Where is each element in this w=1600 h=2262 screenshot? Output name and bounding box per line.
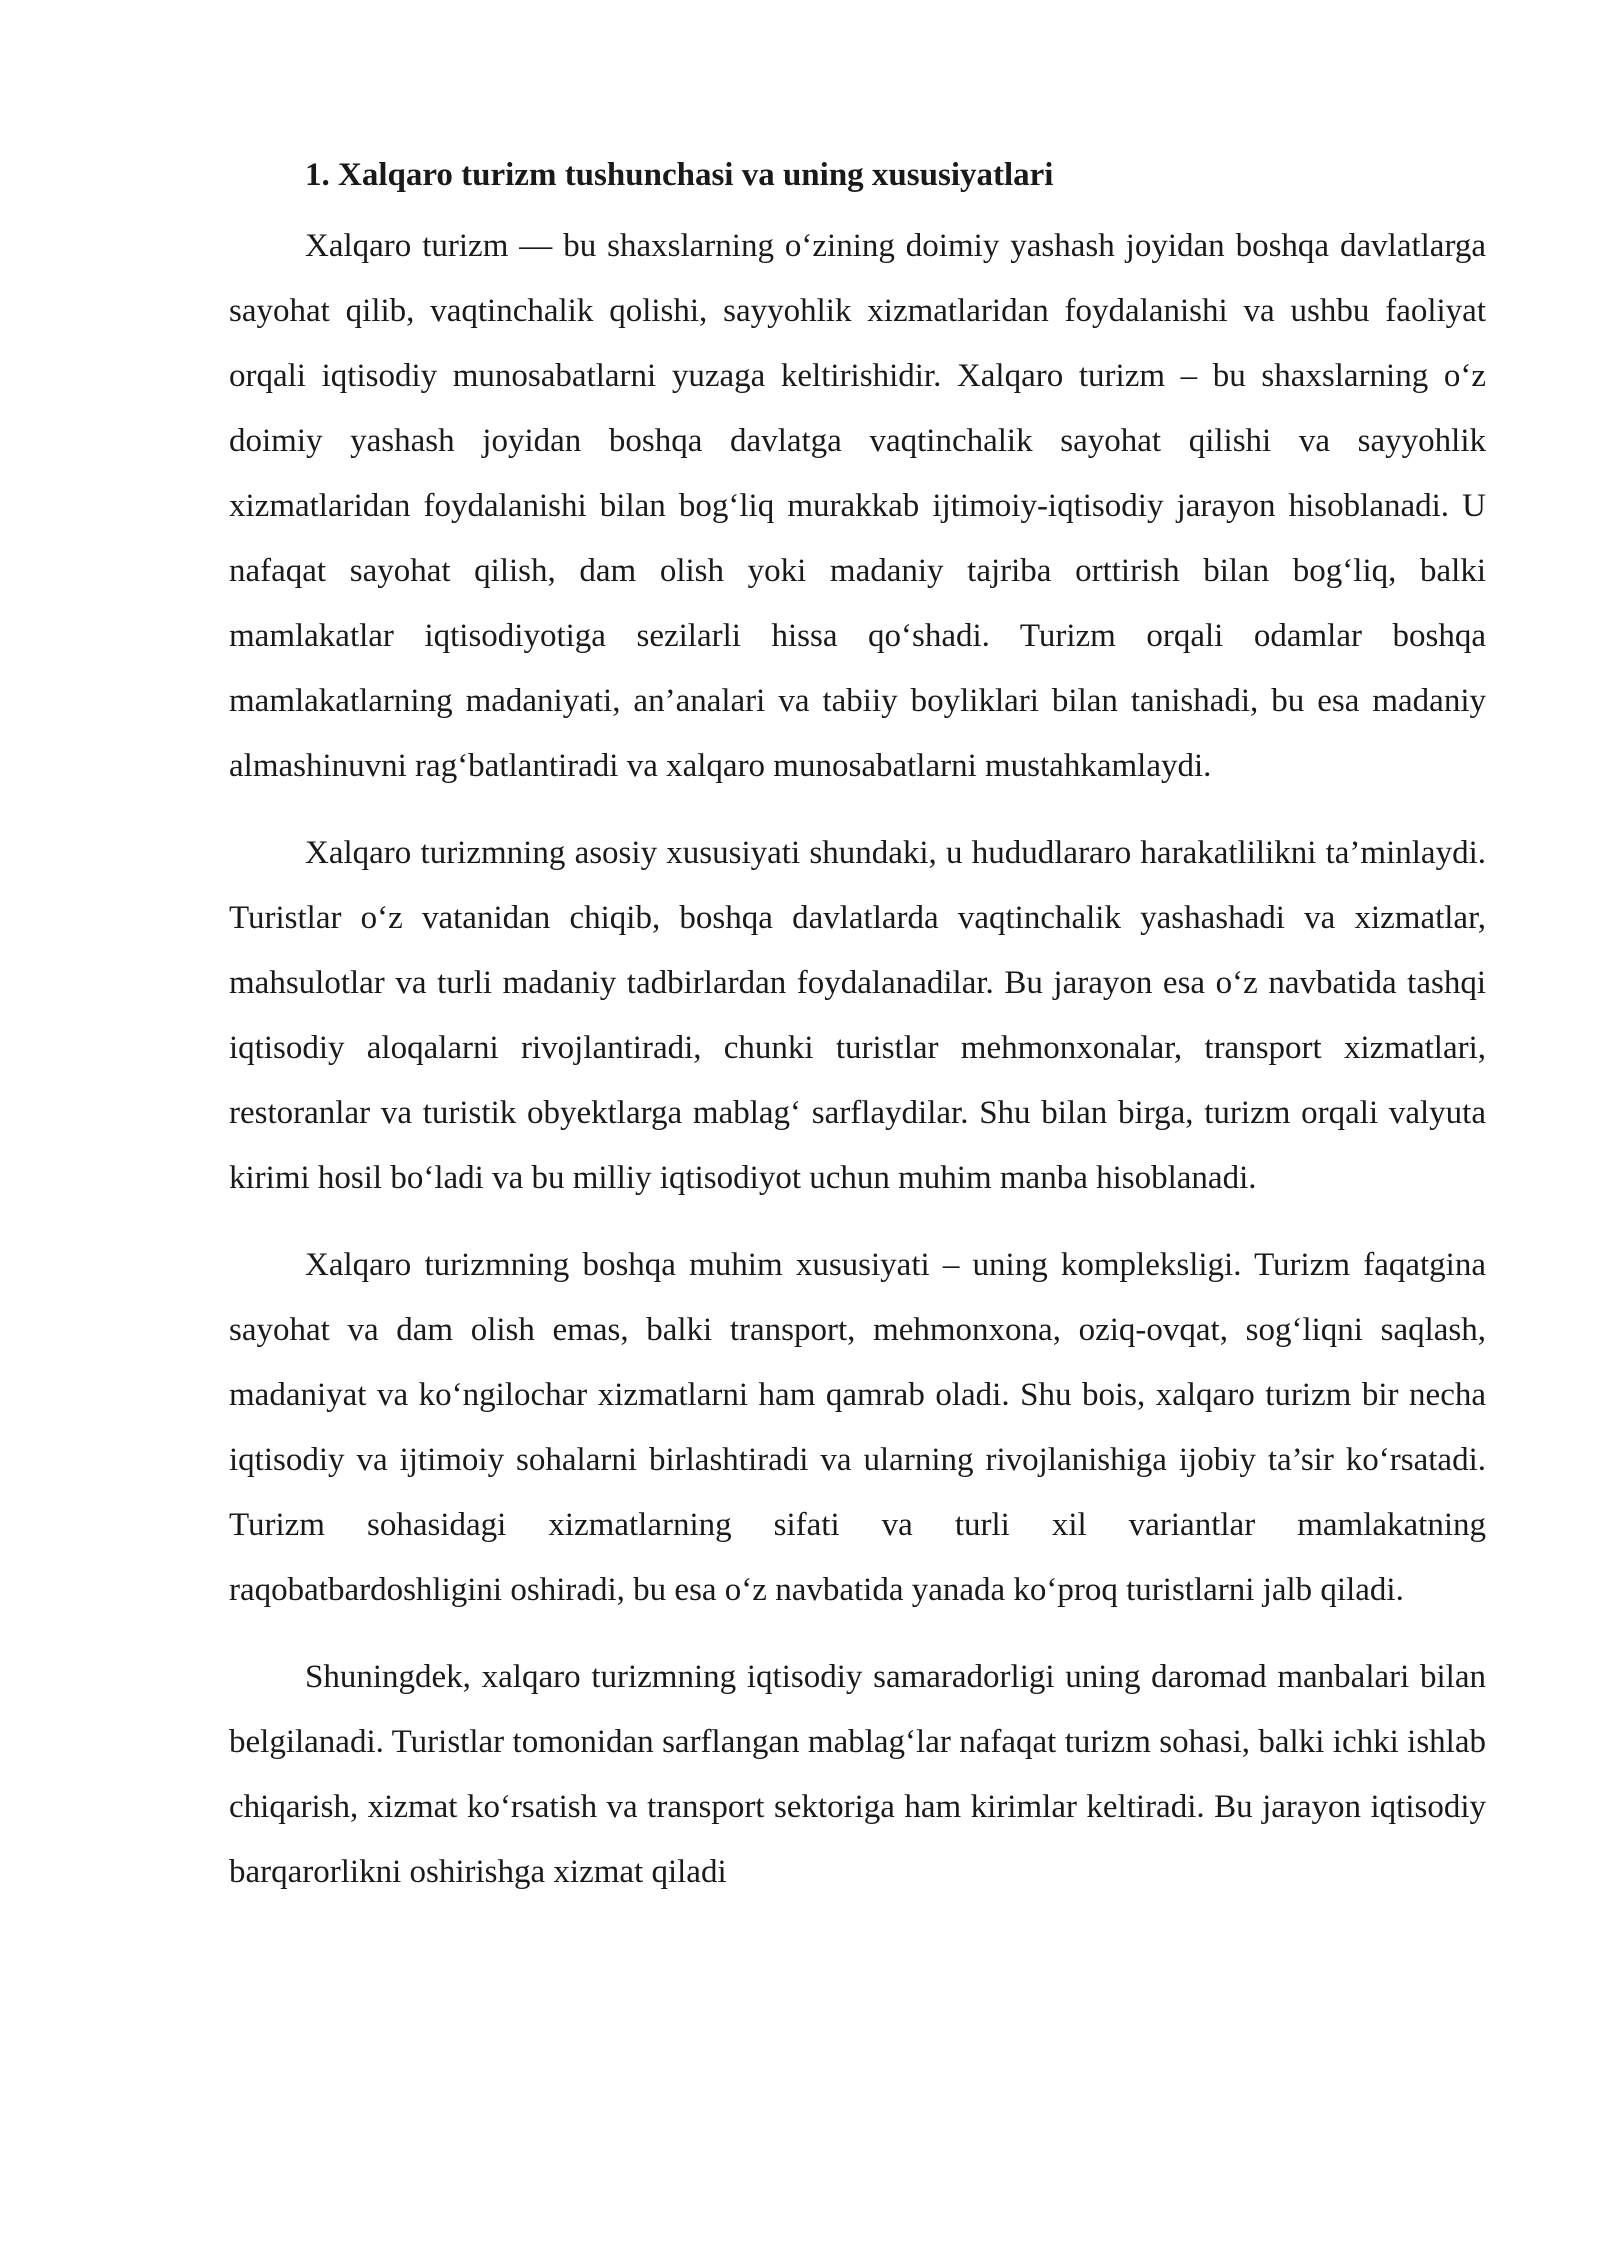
paragraph-economic-efficiency: Shuningdek, xalqaro turizmning iqtisodiy samaradorligi uning daromad manbalari bilan belgilanadi. Turistlar tomonidan sarflangan mablag‘lar nafaqat turizm sohasi, balki ichki ishlab chiqarish, xizmat ko‘rsatish va transport sektoriga ham kirimlar keltiradi. Bu jarayon iqtisodiy barqarorlikni oshirishga xizmat qiladi	[229, 1659, 1486, 1890]
section-heading: 1. Xalqaro turizm tushunchasi va uning xususiyatlari	[305, 157, 1054, 193]
paragraph-complexity: Xalqaro turizmning boshqa muhim xususiyati – uning kompleksligi. Turizm faqatgina sayohat va dam olish emas, balki transport, mehmonxona, oziq-ovqat, sog‘liqni saqlash, madaniyat va ko‘ngilochar xizmatlarni ham qamrab oladi. Shu bois, xalqaro turizm bir necha iqtisodiy va ijtimoiy sohalarni birlashtiradi va ularning rivojlanishiga ijobiy ta’sir ko‘rsatadi. Turizm sohasidagi xizmatlarning sifati va turli xil variantlar mamlakatning raqobatbardoshligini oshiradi, bu esa o‘z navbatida yanada ko‘proq turistlarni jalb qiladi.	[229, 1247, 1486, 1608]
paragraph-definition: Xalqaro turizm — bu shaxslarning o‘zining doimiy yashash joyidan boshqa davlatlarga sayohat qilib, vaqtinchalik qolishi, sayyohlik xizmatlaridan foydalanishi va ushbu faoliyat orqali iqtisodiy munosabatlarni yuzaga keltirishidir. Xalqaro turizm – bu shaxslarning o‘z doimiy yashash joyidan boshqa davlatga vaqtinchalik sayohat qilishi va sayyohlik xizmatlaridan foydalanishi bilan bog‘liq murakkab ijtimoiy-iqtisodiy jarayon hisoblanadi. U nafaqat sayohat qilish, dam olish yoki madaniy tajriba orttirish bilan bog‘liq, balki mamlakatlar iqtisodiyotiga sezilarli hissa qo‘shadi. Turizm orqali odamlar boshqa mamlakatlarning madaniyati, an’analari va tabiiy boyliklari bilan tanishadi, bu esa madaniy almashinuvni rag‘batlantiradi va xalqaro munosabatlarni mustahkamlaydi.	[229, 228, 1486, 784]
document-page	[229, 150, 1486, 1927]
paragraph-mobility: Xalqaro turizmning asosiy xususiyati shundaki, u hududlararo harakatlilikni ta’minlaydi. Turistlar o‘z vatanidan chiqib, boshqa davlatlarda vaqtinchalik yashashadi va xizmatlar, mahsulotlar va turli madaniy tadbirlardan foydalanadilar. Bu jarayon esa o‘z navbatida tashqi iqtisodiy aloqalarni rivojlantiradi, chunki turistlar mehmonxonalar, transport xizmatlari, restoranlar va turistik obyektlarga mablag‘ sarflaydilar. Shu bilan birga, turizm orqali valyuta kirimi hosil bo‘ladi va bu milliy iqtisodiyot uchun muhim manba hisoblanadi.	[229, 835, 1486, 1196]
